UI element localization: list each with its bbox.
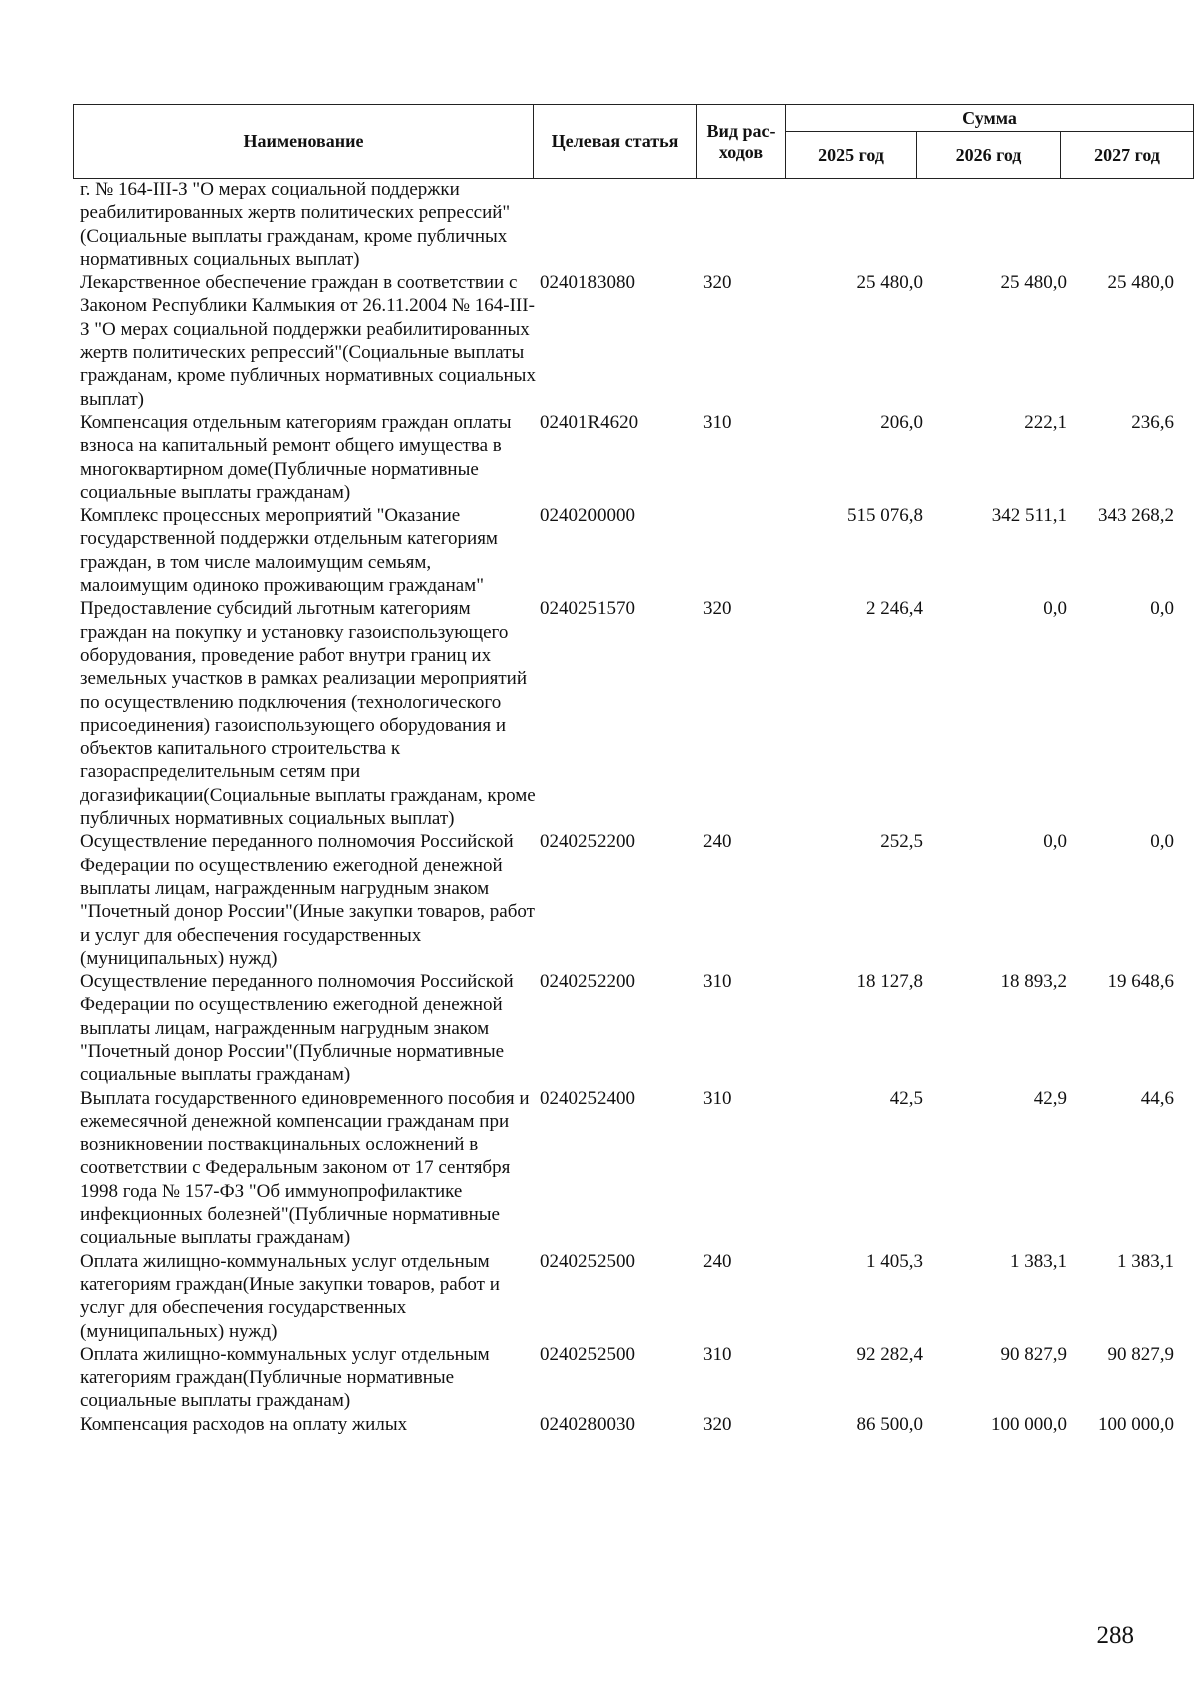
cell-name: Выплата государственного единовременного пособия и ежемесячной денежной компенсации гражданам при возникновении поствакцинальных осложнений в соответствии с Федеральным законом от 17 сентября 1998 года № 157-ФЗ "Об иммунопрофилактике инфекционных болезней"(Публичные нормативные социальные выплаты гражданам)	[80, 1087, 530, 1249]
cell-target: 0240252500	[540, 1343, 635, 1365]
cell-2027: 90 827,9	[1107, 1343, 1174, 1365]
cell-target: 0240183080	[540, 272, 635, 294]
cell-type: 310	[703, 411, 732, 433]
table-row	[80, 1343, 1174, 1413]
table-row	[80, 597, 1174, 830]
cell-name: Оплата жилищно-коммунальных услуг отдельным категориям граждан(Иные закупки товаров, работ и услуг для обеспечения государственных (муниципальных) нужд)	[80, 1250, 500, 1342]
cell-2025: 2 246,4	[866, 598, 923, 620]
cell-2025: 515 076,8	[847, 505, 923, 527]
table-row	[80, 271, 1174, 411]
cell-target: 0240252200	[540, 831, 635, 853]
cell-2026: 0,0	[1043, 831, 1067, 853]
cell-2027: 19 648,6	[1107, 971, 1174, 993]
cell-name: Компенсация отдельным категориям граждан оплаты взноса на капитальный ремонт общего имущества в многоквартирном доме(Публичные нормативные социальные выплаты гражданам)	[80, 411, 512, 503]
cell-2026: 18 893,2	[1000, 971, 1067, 993]
cell-target: 0240252200	[540, 971, 635, 993]
cell-2025: 1 405,3	[866, 1250, 923, 1272]
table-row	[80, 504, 1174, 597]
table-row	[80, 1413, 1174, 1436]
cell-2026: 0,0	[1043, 598, 1067, 620]
cell-target: 0240251570	[540, 598, 635, 620]
table-row	[80, 178, 1174, 271]
cell-name: Компенсация расходов на оплату жилых	[80, 1413, 408, 1435]
cell-type: 320	[703, 272, 732, 294]
table-row	[80, 1250, 1174, 1343]
cell-2025: 252,5	[880, 831, 923, 853]
header-sum: Сумма	[786, 105, 1194, 132]
table-row	[80, 970, 1174, 1086]
cell-2027	[1067, 178, 1174, 271]
cell-type: 320	[703, 1413, 732, 1435]
cell-2026: 100 000,0	[991, 1413, 1067, 1435]
header-year-2026: 2026 год	[917, 132, 1061, 179]
cell-name: Комплекс процессных мероприятий "Оказание государственной поддержки отдельным категориям граждан, в том числе малоимущим семьям, малоимущим одиноко проживающим гражданам"	[80, 505, 498, 597]
table-row	[80, 411, 1174, 504]
table-row	[80, 1087, 1174, 1250]
cell-name: Предоставление субсидий льготным категориям граждан на покупку и установку газоиспользующего оборудования, проведение работ внутри границ их земельных участков в рамках реализации мероприятий по осуществлению подключения (технологического присоединения) газоиспользующего оборудования и объектов капитального строительства к газораспределительным сетям при догазификации(Социальные выплаты гражданам, кроме публичных нормативных социальных выплат)	[80, 598, 536, 830]
page-number: 288	[1096, 1622, 1134, 1649]
cell-2027: 0,0	[1150, 598, 1174, 620]
cell-target: 0240200000	[540, 505, 635, 527]
header-year-2025: 2025 год	[786, 132, 917, 179]
cell-target: 0240280030	[540, 1413, 635, 1435]
cell-type: 310	[703, 1087, 732, 1109]
header-target: Целевая статья	[534, 105, 697, 179]
cell-2026: 342 511,1	[991, 505, 1067, 527]
header-type: Вид рас-ходов	[697, 105, 786, 179]
cell-name: г. № 164-III-З "О мерах социальной поддержки реабилитированных жертв политических репрессий"(Социальные выплаты гражданам, кроме публичных нормативных социальных выплат)	[80, 179, 511, 270]
cell-2026: 42,9	[1033, 1087, 1067, 1109]
cell-2025: 86 500,0	[856, 1413, 923, 1435]
cell-2027: 25 480,0	[1107, 272, 1174, 294]
cell-2026: 25 480,0	[1000, 272, 1067, 294]
cell-type: 320	[703, 598, 732, 620]
cell-type	[703, 504, 792, 597]
table-header	[73, 104, 1194, 179]
cell-2027: 44,6	[1140, 1087, 1174, 1109]
cell-name: Лекарственное обеспечение граждан в соответствии с Законом Республики Калмыкия от 26.11.2004 № 164-III-З "О мерах социальной поддержки реабилитированных жертв политических репрессий"(Социальные выплаты гражданам, кроме публичных нормативных социальных выплат)	[80, 272, 536, 410]
cell-type	[703, 178, 792, 271]
cell-2027: 1 383,1	[1117, 1250, 1174, 1272]
table-body	[80, 178, 1174, 1436]
cell-type: 240	[703, 831, 732, 853]
cell-2027: 343 268,2	[1098, 505, 1174, 527]
cell-target: 02401R4620	[540, 411, 639, 433]
cell-2025	[792, 178, 923, 271]
cell-2027: 0,0	[1150, 831, 1174, 853]
cell-type: 310	[703, 971, 732, 993]
cell-2025: 25 480,0	[856, 272, 923, 294]
cell-name: Осуществление переданного полномочия Российской Федерации по осуществлению ежегодной денежной выплаты лицам, награжденным нагрудным знаком "Почетный донор России"(Публичные нормативные социальные выплаты гражданам)	[80, 971, 514, 1086]
cell-name: Оплата жилищно-коммунальных услуг отдельным категориям граждан(Публичные нормативные социальные выплаты гражданам)	[80, 1343, 490, 1412]
cell-type: 310	[703, 1343, 732, 1365]
cell-type: 240	[703, 1250, 732, 1272]
cell-target	[540, 178, 703, 271]
header-year-2027: 2027 год	[1061, 132, 1194, 179]
table-row	[80, 830, 1174, 970]
cell-2025: 206,0	[880, 411, 923, 433]
cell-2025: 18 127,8	[856, 971, 923, 993]
cell-2025: 42,5	[889, 1087, 923, 1109]
cell-2026: 222,1	[1024, 411, 1067, 433]
cell-target: 0240252500	[540, 1250, 635, 1272]
cell-2026	[923, 178, 1067, 271]
cell-name: Осуществление переданного полномочия Российской Федерации по осуществлению ежегодной денежной выплаты лицам, награжденным нагрудным знаком "Почетный донор России"(Иные закупки товаров, работ и услуг для обеспечения государственных (муниципальных) нужд)	[80, 831, 535, 969]
header-name: Наименование	[74, 105, 534, 179]
cell-2026: 1 383,1	[1010, 1250, 1067, 1272]
cell-2027: 100 000,0	[1098, 1413, 1174, 1435]
cell-2025: 92 282,4	[856, 1343, 923, 1365]
cell-2026: 90 827,9	[1000, 1343, 1067, 1365]
cell-2027: 236,6	[1131, 411, 1174, 433]
cell-target: 0240252400	[540, 1087, 635, 1109]
